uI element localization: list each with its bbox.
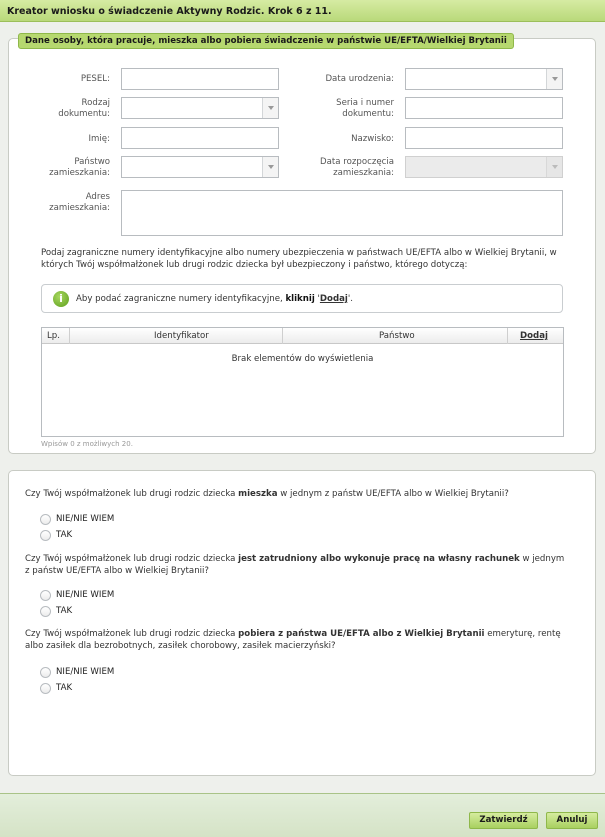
residence-start-label-line1: Data rozpoczęcia (320, 157, 394, 167)
question-2 (25, 553, 565, 577)
info-text-part: Aby podać zagraniczne numery identyfikacyjne, (76, 294, 283, 304)
info-add-link[interactable]: Dodaj (319, 294, 348, 304)
question-1 (25, 488, 565, 500)
residence-start-picker (405, 156, 563, 178)
column-separator (282, 328, 283, 344)
q1-option-no-label: NIE/NIE WIEM (56, 514, 115, 524)
doc-number-label-line1: Seria i numer (336, 98, 394, 108)
chevron-down-icon[interactable] (262, 157, 278, 177)
info-quote-close: '. (347, 294, 353, 304)
country-select[interactable] (121, 156, 279, 178)
info-quote-open: ' (317, 294, 320, 304)
question-1-bold: mieszka (238, 489, 278, 499)
info-box (41, 284, 563, 313)
question-3-text: Czy Twój współmałżonek lub drugi rodzic dziecka (25, 629, 239, 639)
country-label-line1: Państwo (74, 157, 110, 167)
grid-header (42, 328, 563, 344)
footer-bar (0, 793, 605, 837)
chevron-down-icon (546, 157, 562, 177)
q2-option-yes-label: TAK (56, 606, 73, 616)
info-icon: i (53, 291, 69, 307)
address-textarea[interactable] (121, 190, 563, 236)
question-2-bold: jest zatrudniony albo wykonuje pracę na własny rachunek (238, 554, 520, 564)
question-3-text-end: emeryturę, rentę albo zasiłek dla bezrobotnych, zasiłek chorobowy, zasiłek macierzyński? (25, 629, 561, 651)
q2-option-no-label: NIE/NIE WIEM (56, 590, 115, 600)
q3-option-yes-label: TAK (56, 683, 73, 693)
question-1-text-end: w jednym z państw UE/EFTA albo w Wielkiej Brytanii? (277, 489, 509, 499)
radio-button[interactable] (40, 530, 51, 541)
section-legend: Dane osoby, która pracuje, mieszka albo pobiera świadczenie w państwie UE/EFTA/Wielkiej Brytanii (18, 33, 514, 49)
last-name-label: Nazwisko: (351, 134, 394, 144)
column-header-identifier: Identyfikator (154, 331, 209, 341)
info-text (76, 294, 353, 304)
doc-type-label-line1: Rodzaj (81, 98, 110, 108)
residence-start-label (296, 157, 394, 179)
country-label (40, 157, 110, 179)
doc-type-label-line2: dokumentu: (58, 109, 110, 119)
doc-type-select[interactable] (121, 97, 279, 119)
column-header-country: Państwo (379, 331, 415, 341)
country-label-line2: zamieszkania: (49, 168, 110, 178)
grid-empty-message: Brak elementów do wyświetlenia (231, 354, 374, 364)
question-2-text-end: w jednym z państw UE/EFTA albo w Wielkiej Brytanii? (25, 554, 565, 576)
radio-button[interactable] (40, 514, 51, 525)
question-3 (25, 628, 565, 652)
identifiers-grid (41, 327, 564, 437)
info-text-bold: kliknij (285, 294, 315, 304)
address-label (40, 192, 110, 214)
question-2-text: Czy Twój współmałżonek lub drugi rodzic dziecka (25, 554, 239, 564)
identifiers-instruction: Podaj zagraniczne numery identyfikacyjne albo numery ubezpieczenia w państwach UE/EFTA albo w Wielkiej Brytanii, w których Twój współmałżonek lub drugi rodzic dziecka był ubezpieczony i państwo, którego dotyczą: (41, 248, 557, 270)
confirm-button[interactable]: Zatwierdź (469, 812, 538, 829)
column-separator (507, 328, 508, 344)
pesel-label: PESEL: (80, 74, 110, 84)
column-header-lp: Lp. (47, 331, 60, 341)
cancel-button[interactable]: Anuluj (546, 812, 598, 829)
last-name-input[interactable] (405, 127, 563, 149)
grid-entries-count: Wpisów 0 z możliwych 20. (41, 440, 133, 448)
birth-date-label: Data urodzenia: (325, 74, 394, 84)
q1-option-yes-label: TAK (56, 530, 73, 540)
doc-type-label (40, 98, 110, 120)
first-name-label: Imię: (88, 134, 110, 144)
radio-button[interactable] (40, 590, 51, 601)
column-separator (69, 328, 70, 344)
residence-start-label-line2: zamieszkania: (333, 168, 394, 178)
radio-button[interactable] (40, 683, 51, 694)
address-label-line1: Adres (85, 192, 110, 202)
chevron-down-icon[interactable] (546, 69, 562, 89)
first-name-input[interactable] (121, 127, 279, 149)
radio-button[interactable] (40, 667, 51, 678)
chevron-down-icon[interactable] (262, 98, 278, 118)
birth-date-picker[interactable] (405, 68, 563, 90)
radio-button[interactable] (40, 606, 51, 617)
doc-number-label-line2: dokumentu: (342, 109, 394, 119)
window-title: Kreator wniosku o świadczenie Aktywny Rodzic. Krok 6 z 11. (0, 0, 605, 22)
address-label-line2: zamieszkania: (49, 203, 110, 213)
question-1-text: Czy Twój współmałżonek lub drugi rodzic dziecka (25, 489, 239, 499)
question-3-bold: pobiera z państwa UE/EFTA albo z Wielkiej Brytanii (238, 629, 485, 639)
doc-number-label (300, 98, 394, 120)
add-button[interactable]: Dodaj (520, 331, 548, 341)
q3-option-no-label: NIE/NIE WIEM (56, 667, 115, 677)
pesel-input[interactable] (121, 68, 279, 90)
doc-number-input[interactable] (405, 97, 563, 119)
